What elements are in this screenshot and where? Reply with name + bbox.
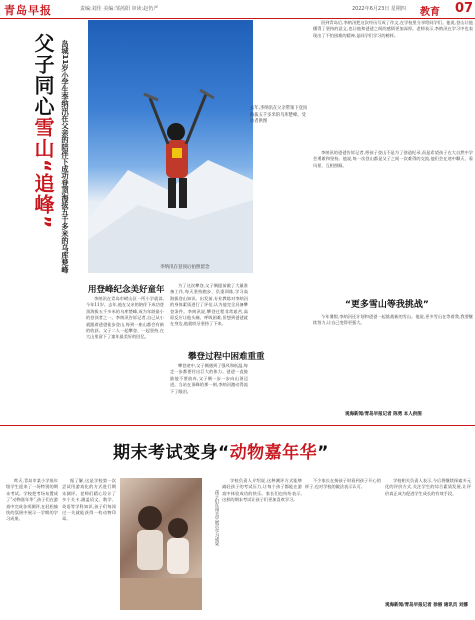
article1-col3c xyxy=(313,314,473,406)
article2-byline: 观海新闻/青岛早报记者 徐丽 通讯员 刘娜 xyxy=(385,603,468,608)
article1-col2b xyxy=(170,363,248,421)
article1-subtitle-2: 攀登过程中困难重重 xyxy=(188,352,265,362)
article1-col1-text: 李纳汛在青岛市崂山区一所小学就读,今年11岁。去年,他在父亲的陪伴下成功登顶海拔五千多米的乌库楚峰,成为年龄最小的登顶者之一。李纳汛告诉记者,自己从小就跟着爸爸徒步登山,每到一座山都会有新的收获。父子二人一起攀登、一起坚持,在大山里留下了童年最美好的回忆。 xyxy=(86,296,164,340)
kids-illustration xyxy=(120,478,202,610)
article2-title-part1: 期末考试变身“ xyxy=(113,443,230,463)
article2-col1-text: 昨天,青岛市某小学低年级学生迎来了一场特别的期末考试。学校把考场布置成了“动物嘉年华”,孩子们在游戏中完成各项测评,在轻松愉快的氛围中展示一学期的学习成果。 xyxy=(6,478,58,522)
article1-byline: 观海新闻/青岛早报记者 陈勇 本人供图 xyxy=(345,412,422,417)
article2-title-part3: ” xyxy=(317,443,329,463)
article1-subtitle-1: 用登峰纪念美好童年 xyxy=(88,285,165,295)
headline-line2: 雪山“追峰” xyxy=(31,117,55,230)
page-number: 07 xyxy=(455,1,474,16)
section-name: 教育 xyxy=(420,7,440,18)
headline xyxy=(10,33,54,229)
article1-col3b xyxy=(313,150,473,282)
article1-subtitle-3: “更多雪山等我挑战” xyxy=(345,300,429,310)
article2-title-highlight: 动物嘉年华 xyxy=(229,443,318,463)
article2-col1 xyxy=(6,478,58,610)
headline-line1: 父子同心 xyxy=(31,33,55,117)
article2-col2-text: 据了解,这是学校第一次尝试用游戏化的方式进行期末测评。老师们精心设计了多个关卡,涵盖语文、数学、英语等学科知识,孩子们每闯过一关就能获得一枚动物印章。 xyxy=(62,478,116,522)
newspaper-logo: 青岛早报 xyxy=(4,4,52,17)
article1-col3 xyxy=(313,20,473,150)
summit-illustration xyxy=(88,20,253,273)
subheadline: 岛城11岁小学生李纳汛在父亲的陪伴下成功登顶海拔五千多米的乌库楚峰 xyxy=(61,40,70,274)
article2-col5-text: 学校相关负责人表示,今后将继续探索多元化的评价方式,关注学生的综合素质发展,让评价真正成为促进学生成长的有效手段。 xyxy=(385,478,471,496)
section-divider xyxy=(0,425,475,426)
article1-col3b-text: 李纳汛的爸爸告诉记者,带孩子登山不是为了创造纪录,而是希望孩子在大自然中学会勇敢和坚持。他说,每一次登山都是父子之间一次难得的交流,他们会在途中聊天、看风景、互相照顾。 xyxy=(313,150,473,168)
article2-col2 xyxy=(62,478,116,610)
article2-col3-text: 学校负责人介绍说,这种测评方式能够减轻孩子的考试压力,让每个孩子都能在游戏中体验成功的快乐。家长们也纷纷表示,这样的期末考试让孩子们更加喜欢学习。 xyxy=(222,478,302,503)
article1-col2-text: 为了这次攀登,父子俩提前做了大量准备工作,每天坚持跑步、负重训练,学习高海拔登山知识。出发前,专业教练对李纳汛的身体素质进行了评估,认为他完全具备攀登条件。李纳汛说,攀登过程非常艰苦,高原反应让他头痛、呼吸困难,但想到爸爸就在身边,他就咬牙坚持了下来。 xyxy=(170,283,248,327)
article2-title xyxy=(113,438,329,463)
article1-col2 xyxy=(170,283,248,345)
issue-date: 2022年6月23日 星期四 xyxy=(352,6,406,12)
kids-photo-caption: 孩子们在闯关中展示学习成果 xyxy=(214,490,219,546)
article2-col3 xyxy=(222,478,302,610)
article1-col1 xyxy=(86,296,164,421)
editor-credits: 责编:刘佳 美编:邹茜阳 审读:赵仍严 xyxy=(80,6,159,12)
summit-photo xyxy=(88,20,253,273)
article1-col3-text: 回到青岛后,李纳汛把这次经历写成了作文,在学校里分享给同学们。他说,登山让他懂得了坚持的意义,也让他和爸爸之间的感情更加深厚。老师表示,李纳汛在学习中也表现出了不怕困难的精神,是同学们学习的榜样。 xyxy=(313,20,473,38)
article1-col2b-text: 攀登途中,父子俩遇到了强风和低温,每走一步都要付出巨大的体力。爸爸一直鼓励他不要放弃,父子俩一步一步向山顶迈进。当站在顶峰的那一刻,李纳汛激动得流下了眼泪。 xyxy=(170,363,248,394)
photo-side-caption: 去年,李纳汛在父亲带领下登顶海拔五千多米的乌库楚峰。受访者供图 xyxy=(250,106,308,124)
article2-col4-text: 不少家长在接孩子时看到孩子开心的样子,也对学校的做法表示认可。 xyxy=(305,478,381,490)
article2-col4 xyxy=(305,478,381,610)
kids-photo xyxy=(120,478,202,610)
photo-caption: 李纳汛在登顶后拍照留念 xyxy=(160,265,210,270)
article1-col3c-text: 今年暑假,李纳汛还计划和爸爸一起挑战新的雪山。他说,更多雪山在等着我,我要继续努力,让自己变得更强大。 xyxy=(313,314,473,326)
article2-col5 xyxy=(385,478,471,600)
